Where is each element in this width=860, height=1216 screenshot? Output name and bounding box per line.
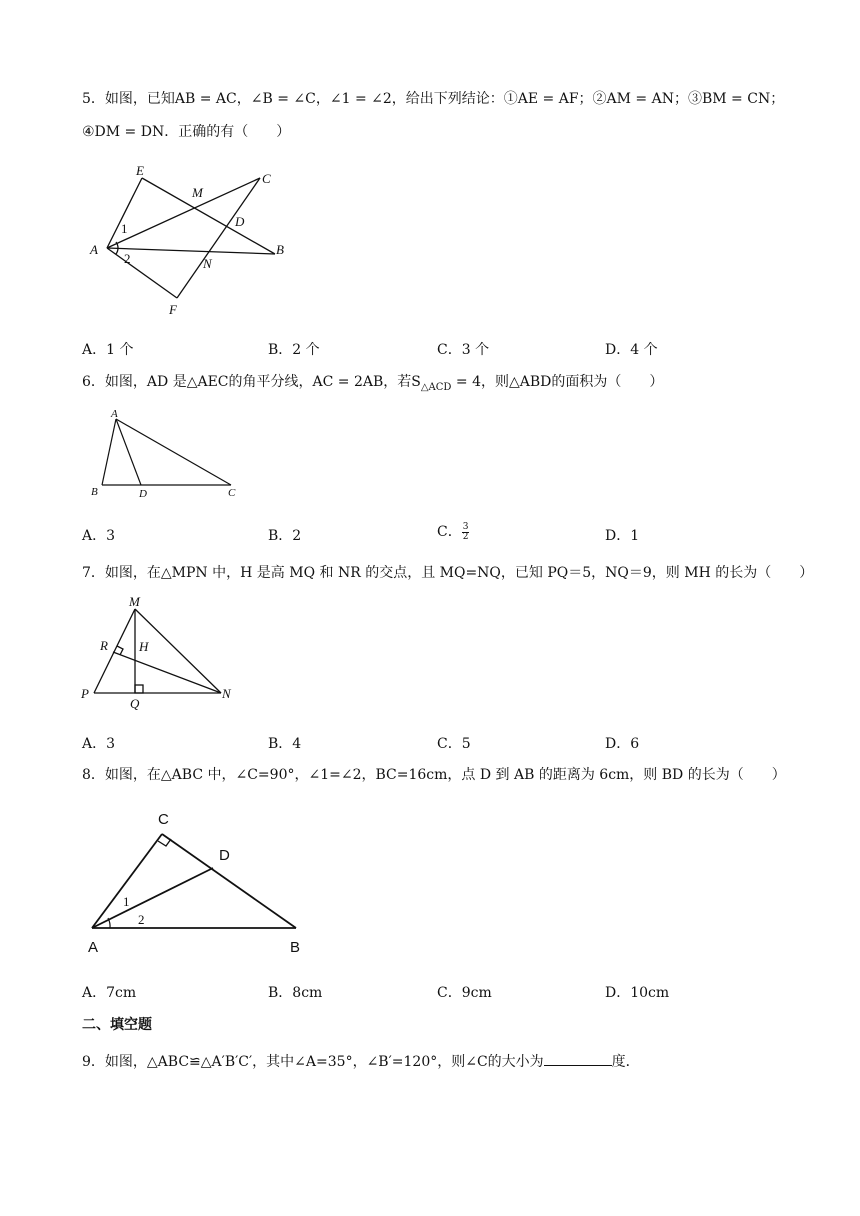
q5-stem-line1: 5．如图，已知AB = AC，∠B = ∠C，∠1 = ∠2，给出下列结论：①AE = AF；②AM = AN；③BM = CN； [82, 91, 785, 107]
q6-option-d: D．1 [605, 528, 640, 544]
q8-option-c: C．9cm [437, 985, 492, 1001]
q7-option-c: C．5 [437, 736, 471, 752]
q8-option-b: B．8cm [268, 985, 323, 1001]
q5-label-2: 2 [124, 251, 131, 266]
q7-right-angle-Q [135, 685, 143, 693]
q5-label-N: N [203, 256, 212, 271]
q8-label-D: D [219, 847, 230, 864]
q8-figure [80, 800, 320, 960]
q5-option-c: C．3 个 [437, 342, 490, 358]
q8-stem: 8．如图，在△ABC 中，∠C=90°，∠1=∠2，BC=16cm，点 D 到 AB 的距离为 6cm，则 BD 的长为（ ） [82, 767, 786, 783]
q8-option-d: D．10cm [605, 985, 670, 1001]
q9-stem-b: 度． [611, 1054, 640, 1070]
q8-line-AD [92, 868, 213, 928]
q8-option-a: A．7cm [82, 985, 137, 1001]
q8-label-B: B [290, 939, 301, 956]
q5-option-a: A．1 个 [82, 342, 134, 358]
q5-label-D: D [235, 214, 245, 229]
q7-option-a: A．3 [82, 736, 116, 752]
q7-stem: 7．如图，在△MPN 中，H 是高 MQ 和 NR 的交点，且 MQ=NQ，已知 PQ＝5，NQ＝9，则 MH 的长为（ ） [82, 565, 814, 581]
q5-label-E: E [136, 163, 144, 178]
q6-line-AC [116, 419, 231, 485]
q7-line-RN [113, 652, 221, 693]
q7-figure [78, 592, 243, 712]
q5-label-F: F [169, 302, 177, 317]
q7-label-N: N [222, 686, 231, 701]
q8-label-2: 2 [138, 912, 145, 927]
q8-label-C: C [158, 811, 169, 828]
q7-label-H: H [139, 639, 149, 654]
q8-line-AC [92, 834, 162, 928]
q6-stem-a: 6．如图，AD 是△AEC的角平分线，AC = 2AB，若S [82, 374, 421, 390]
q5-line-AF [107, 248, 177, 298]
q6-option-a: A．3 [82, 528, 116, 544]
q7-label-Q: Q [130, 696, 140, 711]
q5-label-1: 1 [121, 221, 128, 236]
q8-label-A: A [88, 939, 99, 956]
section-heading: 二、填空题 [82, 1017, 152, 1033]
q9-stem-a: 9．如图，△ABC≌△A′B′C′，其中∠A=35°，∠B′=120°，则∠C的大小为 [82, 1054, 544, 1070]
q8-right-angle-C [158, 839, 171, 846]
q5-option-d: D．4 个 [605, 342, 658, 358]
q6-figure [85, 405, 245, 500]
q5-figure [80, 160, 310, 320]
q7-label-M: M [129, 594, 140, 609]
q5-label-A: A [90, 242, 98, 257]
q5-label-M: M [192, 185, 203, 200]
q6-label-B: B [91, 486, 98, 498]
q6-option-c-prefix: C． [437, 524, 462, 540]
q6-option-c-fraction: $\frac{3}{2}$ [462, 521, 469, 542]
q7-option-d: D．6 [605, 736, 640, 752]
q5-option-b: B．2 个 [268, 342, 320, 358]
q6-line-AB [102, 419, 116, 485]
q6-stem [82, 372, 663, 398]
q7-label-R: R [100, 638, 108, 653]
q5-line-AE [107, 178, 142, 248]
q5-label-B: B [276, 242, 284, 257]
q6-label-A: A [111, 408, 118, 420]
q5-stem-line2: ④DM = DN．正确的有（ ） [82, 124, 291, 140]
q9-answer-blank[interactable] [544, 1051, 612, 1066]
q5-line-AC [107, 178, 260, 248]
q7-option-b: B．4 [268, 736, 302, 752]
q6-label-C: C [228, 487, 236, 499]
q6-option-b: B．2 [268, 528, 302, 544]
q6-label-D: D [139, 488, 147, 500]
q9-stem [82, 1051, 640, 1072]
q6-stem-b: = 4，则△ABD的面积为（ ） [451, 374, 664, 390]
q6-stem-sub: △ACD [420, 381, 452, 393]
q5-line-EB [142, 178, 275, 254]
q5-line-AB [107, 248, 275, 254]
q5-label-C: C [262, 171, 271, 186]
q7-label-P: P [81, 686, 89, 701]
q6-option-c [437, 521, 469, 542]
q6-line-AD [116, 419, 141, 485]
q8-label-1: 1 [123, 894, 130, 909]
